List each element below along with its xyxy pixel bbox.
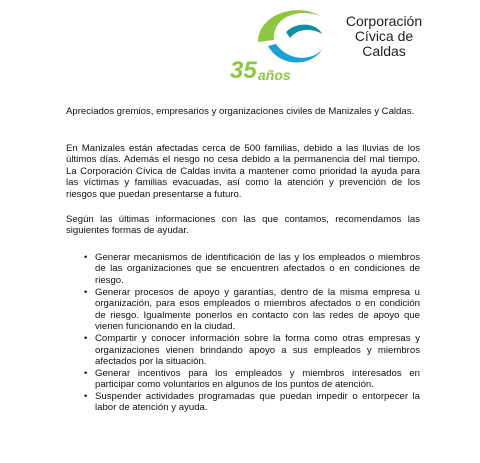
list-item: • Generar incentivos para los empleados y miembros interesados en participar como voluntarios en algunos de los puntos de atención. xyxy=(95,368,420,391)
letter-paragraph-1: En Manizales están afectadas cerca de 500 familias, debido a las lluvias de los últimos días. Además el riesgo no cesa debido a la permanencia del mal tiempo. La Corporación Cívica de Caldas invita a mantener como prioridad la ayuda para las víctimas y familias evacuadas, así como la atención y prevención de los riesgos que puedan presentarse a futuro. xyxy=(66,142,420,200)
letter-greeting: Apreciados gremios, empresarios y organizaciones civiles de Manizales y Caldas. xyxy=(66,106,415,117)
recommendations-list xyxy=(66,252,420,414)
logo-line-3: Caldas xyxy=(362,43,406,59)
letter-body xyxy=(66,106,420,414)
list-item: • Generar procesos de apoyo y garantías, dentro de la misma empresa u organización, para esos empleados o miembros afectados o en condición de riesgo. Igualmente ponerlos en contacto con las redes de apoyo que vienen funcionando en la ciudad. xyxy=(95,287,420,333)
anniversary-word: años xyxy=(258,67,291,83)
letter-paragraph-2: Según las últimas informaciones con las que contamos, recomendamos las siguientes formas de ayudar. xyxy=(66,213,420,237)
anniversary-number: 35 xyxy=(230,57,257,84)
logo-line-2: Cívica de xyxy=(354,28,414,44)
list-item: • Compartir y conocer información sobre la forma como otras empresas y organizaciones vienen brindando apoyo a sus empleados y miembros afectados por la situación. xyxy=(95,333,420,368)
logo-wordmark xyxy=(325,14,443,59)
logo-line-1: Corporación xyxy=(345,13,423,29)
list-item: • Generar mecanismos de identificación de las y los empleados o miembros de las organizaciones que se encuentren afectados o en condiciones de riesgo. xyxy=(95,252,420,287)
anniversary-badge xyxy=(228,52,298,86)
list-item: • Suspender actividades programadas que puedan impedir o entorpecer la labor de atención y ayuda. xyxy=(95,391,420,414)
